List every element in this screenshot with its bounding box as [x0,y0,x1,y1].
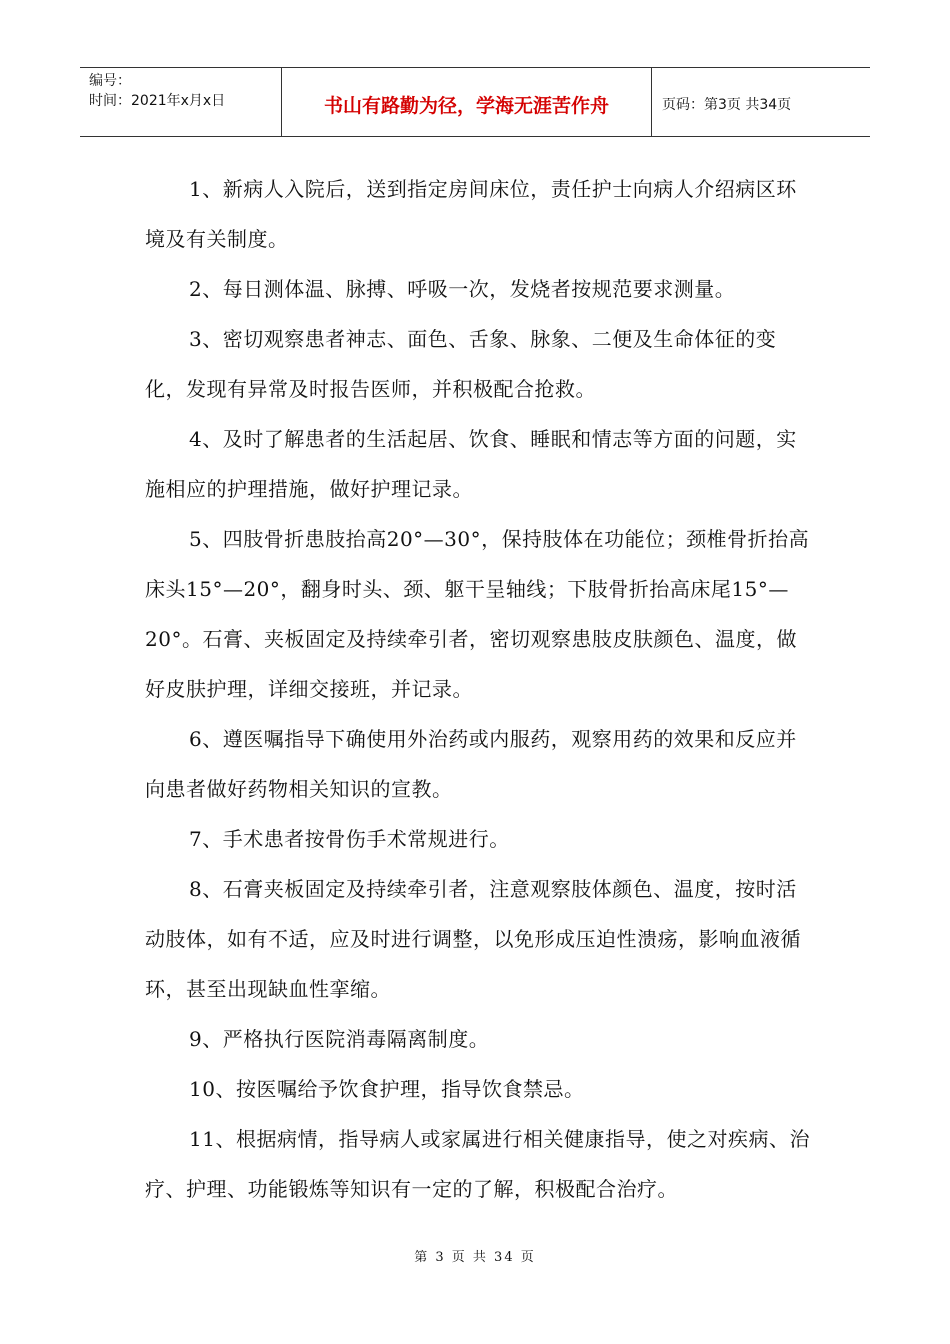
paragraph-1: 1、新病人入院后，送到指定房间床位，责任护士向病人介绍病区环境及有关制度。 [145,177,797,251]
paragraph-10: 10、按医嘱给予饮食护理，指导饮食禁忌。 [189,1077,585,1101]
paragraph-11: 11、根据病情，指导病人或家属进行相关健康指导，使之对疾病、治疗、护理、功能锻炼等知识有一定的了解，积极配合治疗。 [145,1127,810,1201]
header-page-info: 页码：第3页 共34页 [662,97,792,113]
paragraph-2: 2、每日测体温、脉搏、呼吸一次，发烧者按规范要求测量。 [189,277,736,301]
paragraph-6: 6、遵医嘱指导下确使用外治药或内服药，观察用药的效果和反应并向患者做好药物相关知识的宣教。 [145,727,797,801]
paragraph-4: 4、及时了解患者的生活起居、饮食、睡眠和情志等方面的问题，实施相应的护理措施，做好护理记录。 [145,427,797,501]
page-footer: 第 3 页 共 34 页 [414,1250,536,1265]
page-header [80,67,870,137]
paragraph-3: 3、密切观察患者神志、面色、舌象、脉象、二便及生命体征的变化，发现有异常及时报告医师，并积极配合抢救。 [145,327,777,401]
document-number-label: 编号： [89,73,131,89]
header-motto: 书山有路勤为径，学海无涯苦作舟 [282,68,652,136]
header-meta [80,68,282,136]
document-date: 时间：2021年x月x日 [89,93,226,109]
paragraph-8: 8、石膏夹板固定及持续牵引者，注意观察肢体颜色、温度，按时活动肢体，如有不适，应及时进行调整，以免形成压迫性溃疡，影响血液循环，甚至出现缺血性挛缩。 [145,877,801,1001]
document-body [145,164,810,1214]
paragraph-9: 9、严格执行医院消毒隔离制度。 [189,1027,490,1051]
paragraph-5: 5、四肢骨折患肢抬高20°—30°，保持肢体在功能位；颈椎骨折抬高床头15°—20°，翻身时头、颈、躯干呈轴线；下肢骨折抬高床尾15°—20°。石膏、夹板固定及持续牵引者，密切观察患肢皮肤颜色、温度，做好皮肤护理，详细交接班，并记录。 [145,527,810,701]
paragraph-7: 7、手术患者按骨伤手术常规进行。 [189,827,510,851]
